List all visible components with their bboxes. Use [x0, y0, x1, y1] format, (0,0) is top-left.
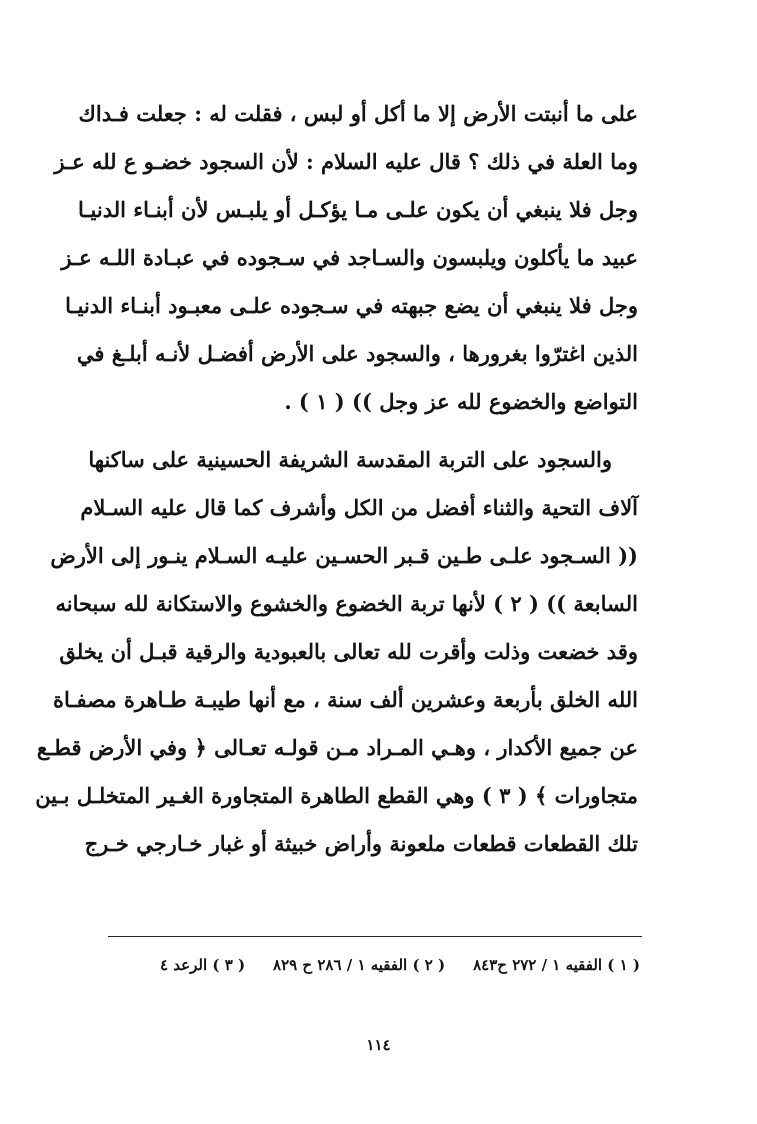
text-line: (( السـجود علـى طـين قـبر الحسـين عليـه السـلام ينـور إلى الأرض — [50, 543, 638, 568]
footnote-3: ( ٣ ) الرعد ٤ — [160, 956, 246, 974]
text-line: وجل فلا ينبغي أن يكون علـى مـا يؤكـل أو يلبـس لأن أبنـاء الدنيـا — [78, 197, 638, 222]
text-line: وما العلة في ذلك ؟ قال عليه السلام : لأن السجود خضـو ع لله عـز — [54, 149, 638, 174]
text-line: متجاورات ﴾ ( ٣ ) وهي القطع الطاهرة المتجاورة الغـير المتخلـل بـين — [35, 783, 638, 808]
text-line: وجل فلا ينبغي أن يضع جبهته في سـجوده علـى معبـود أبنـاء الدنيـا — [65, 293, 638, 318]
footnotes — [160, 950, 640, 980]
text-line: التواضع والخضوع لله عز وجل )) ( ١ ) . — [284, 389, 638, 414]
text-line: الذين اغترّوا بغرورها ، والسجود على الأرض أفضـل لأنـه أبلـغ في — [76, 341, 638, 366]
footnote-divider — [108, 936, 642, 937]
page-number: ١١٤ — [366, 1036, 391, 1054]
footnote-2: ( ٢ ) الفقيه ١ / ٢٨٦ ح ٨٢٩ — [273, 956, 446, 974]
text-line: الله الخلق بأربعة وعشرين ألف سنة ، مع أنها طيبـة طـاهرة مصفـاة — [52, 687, 638, 712]
text-line: تلك القطعات قطعات ملعونة وأراض خبيثة أو غبار خـارجي خـرج — [84, 831, 638, 856]
text-line: السابعة )) ( ٢ ) لأنها تربة الخضوع والخشوع والاستكانة لله سبحانه — [55, 591, 638, 616]
text-line: وقد خضعت وذلت وأقرت لله تعالى بالعبودية والرقية قبـل أن يخلق — [59, 639, 638, 664]
text-line: والسجود على التربة المقدسة الشريفة الحسينية على ساكنها — [88, 447, 612, 472]
footnote-1: ( ١ ) الفقيه ١ / ٢٧٢ ح٨٤٣ — [473, 956, 640, 974]
text-line: عبيد ما يأكلون ويلبسون والسـاجد في سـجوده في عبـادة اللـه عـز — [61, 245, 638, 270]
text-line: آلاف التحية والثناء أفضل من الكل وأشرف كما قال عليه السـلام — [80, 495, 638, 520]
text-line: عن جميع الأكدار ، وهـي المـراد مـن قولـه تعـالى ﴿ وفي الأرض قطـع — [36, 735, 638, 760]
text-line: على ما أنبتت الأرض إلا ما أكل أو لبس ، فقلت له : جعلت فـداك — [78, 101, 638, 126]
